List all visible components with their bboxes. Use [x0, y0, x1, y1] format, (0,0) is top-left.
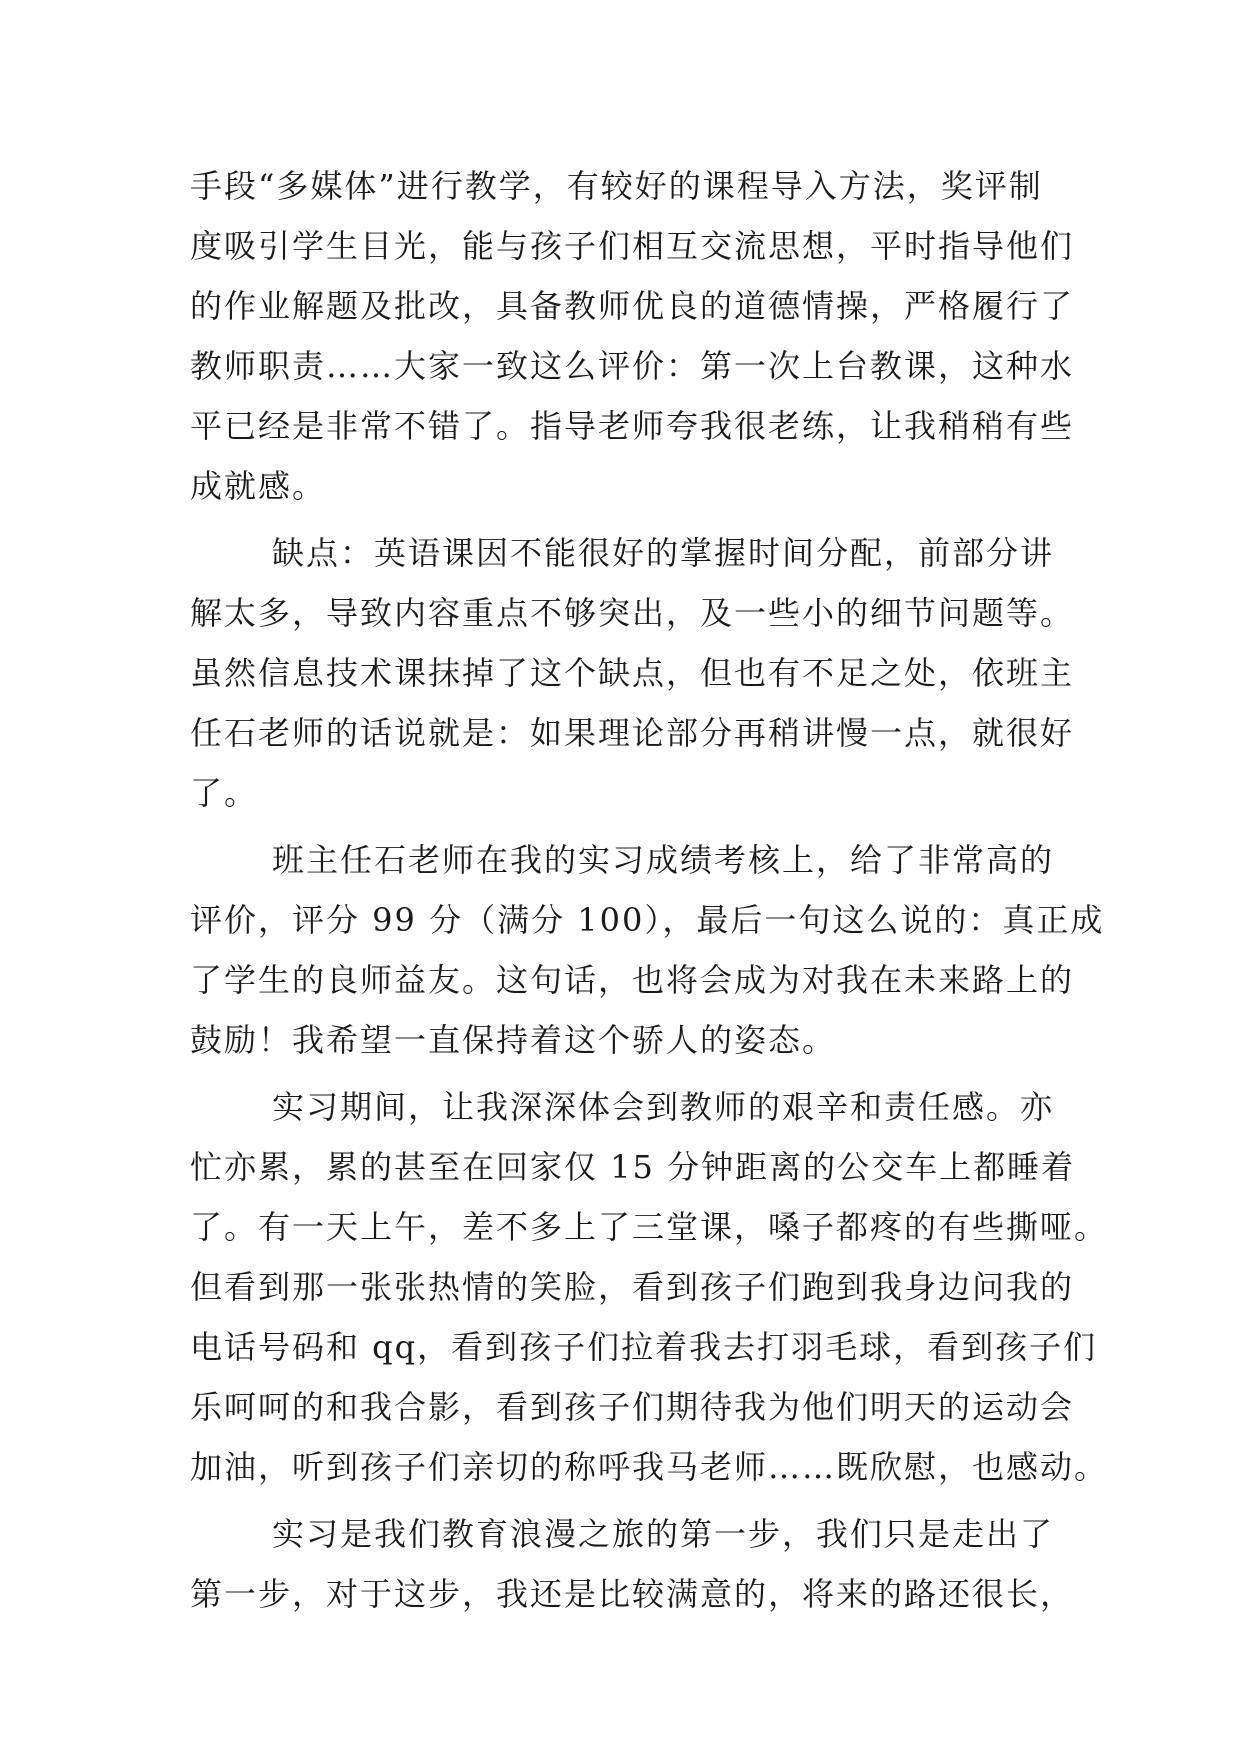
text-line: 鼓励！我希望一直保持着这个骄人的姿态。	[190, 1021, 837, 1059]
paragraph-start-line: 班主任石老师在我的实习成绩考核上，给了非常高的	[272, 841, 1055, 879]
text-line: 第一步，对于这步，我还是比较满意的，将来的路还很长，	[190, 1575, 1075, 1613]
paragraph-start-line: 实习期间，让我深深体会到教师的艰辛和责任感。亦	[272, 1088, 1055, 1126]
text-line: 评价，评分 99 分（满分 100），最后一句这么说的：真正成	[190, 901, 1105, 939]
text-line: 乐呵呵的和我合影，看到孩子们期待我为他们明天的运动会	[190, 1388, 1075, 1426]
text-line: 任石老师的话说就是：如果理论部分再稍讲慢一点，就很好	[190, 714, 1075, 752]
text-line: 手段“多媒体”进行教学，有较好的课程导入方法，奖评制	[190, 167, 1043, 205]
text-line: 教师职责……大家一致这么评价：第一次上台教课，这种水	[190, 347, 1075, 385]
text-line: 但看到那一张张热情的笑脸，看到孩子们跑到我身边问我的	[190, 1268, 1075, 1306]
body-text	[190, 156, 1109, 1624]
text-line: 成就感。	[190, 467, 327, 505]
text-line: 电话号码和 qq，看到孩子们拉着我去打羽毛球，看到孩子们	[190, 1328, 1098, 1366]
text-line: 的作业解题及批改，具备教师优良的道德情操，严格履行了	[190, 287, 1075, 325]
text-line: 了学生的良师益友。这句话，也将会成为对我在未来路上的	[190, 961, 1075, 999]
text-line: 忙亦累，累的甚至在回家仅 15 分钟距离的公交车上都睡着	[190, 1148, 1076, 1186]
paragraph-start-line: 实习是我们教育浪漫之旅的第一步，我们只是走出了	[272, 1515, 1055, 1553]
text-line: 解太多，导致内容重点不够突出，及一些小的细节问题等。	[190, 594, 1075, 632]
text-line: 了。	[190, 774, 259, 812]
text-line: 加油，听到孩子们亲切的称呼我马老师……既欣慰，也感动。	[190, 1448, 1109, 1486]
paragraph-start-line: 缺点：英语课因不能很好的掌握时间分配，前部分讲	[272, 534, 1055, 572]
text-line: 平已经是非常不错了。指导老师夸我很老练，让我稍稍有些	[190, 407, 1075, 445]
text-line: 度吸引学生目光，能与孩子们相互交流思想，平时指导他们	[190, 227, 1075, 265]
text-line: 虽然信息技术课抹掉了这个缺点，但也有不足之处，依班主	[190, 654, 1075, 692]
text-line: 了。有一天上午，差不多上了三堂课，嗓子都疼的有些撕哑。	[190, 1208, 1109, 1246]
